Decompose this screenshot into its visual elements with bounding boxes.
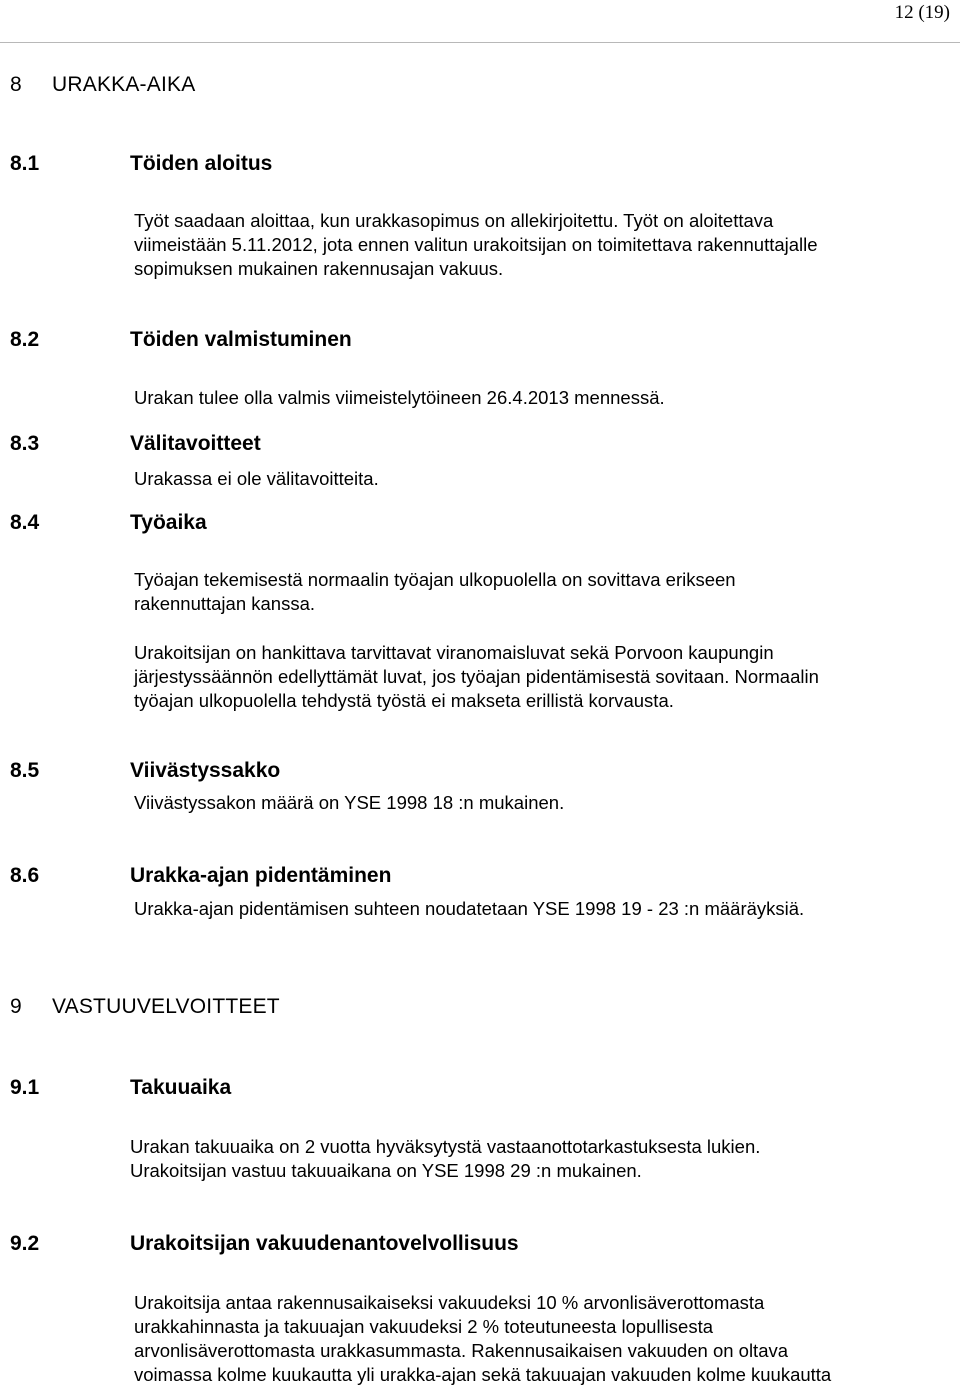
section-number: 8.1: [10, 152, 40, 175]
body-line: viimeistään 5.11.2012, jota ennen valitun urakoitsijan on toimitettava rakennuttajalle: [134, 234, 818, 255]
section-8-4-paragraph-2: [134, 641, 819, 713]
body-line: urakkahinnasta ja takuuajan vakuudeksi 2 % toteutuneesta lopullisesta: [134, 1316, 714, 1337]
section-title: VASTUUVELVOITTEET: [52, 995, 280, 1018]
body-line: voimassa kolme kuukautta yli urakka-ajan sekä takuuajan vakuuden kolme kuukautta: [134, 1364, 832, 1385]
body-line: Työt saadaan aloittaa, kun urakkasopimus on allekirjoitettu. Työt on aloitettava: [134, 210, 774, 231]
section-number: 8.4: [10, 511, 40, 534]
body-line: rakennuttajan kanssa.: [134, 593, 316, 614]
section-number: 8: [10, 73, 22, 96]
section-number: 9.1: [10, 1076, 40, 1099]
body-line: Urakoitsija antaa rakennusaikaiseksi vakuudeksi 10 % arvonlisäverottomasta: [134, 1292, 765, 1313]
section-9-2-heading: [10, 1232, 519, 1256]
section-title: Välitavoitteet: [130, 432, 261, 455]
section-title: Viivästyssakko: [130, 759, 281, 782]
section-9-heading: [10, 995, 280, 1019]
section-8-5-heading: [10, 759, 280, 783]
section-number: 9.2: [10, 1232, 40, 1255]
body-line: Urakoitsijan vastuu takuuaikana on YSE 1998 29 :n mukainen.: [130, 1160, 642, 1181]
body-line: työajan ulkopuolella tehdystä työstä ei makseta erillistä korvausta.: [134, 690, 674, 711]
section-number: 8.6: [10, 864, 40, 887]
section-8-heading: [10, 73, 195, 97]
section-8-2-body: [134, 386, 665, 410]
section-title: Urakka-ajan pidentäminen: [130, 864, 392, 887]
body-line: arvonlisäverottomasta urakkasummasta. Rakennusaikaisen vakuuden on oltava: [134, 1340, 789, 1361]
body-line: Urakoitsijan on hankittava tarvittavat viranomaisluvat sekä Porvoon kaupungin: [134, 642, 774, 663]
section-8-4-paragraph-1: [134, 568, 736, 616]
section-title: Työaika: [130, 511, 207, 534]
section-8-3-body: [134, 467, 379, 491]
header-divider: [0, 42, 960, 43]
section-title: Töiden valmistuminen: [130, 328, 352, 351]
section-title: Takuuaika: [130, 1076, 232, 1099]
section-number: 9: [10, 995, 22, 1018]
section-title: Töiden aloitus: [130, 152, 273, 175]
body-line: järjestyssäännön edellyttämät luvat, jos työajan pidentämisestä sovitaan. Normaalin: [134, 666, 819, 687]
section-title: Urakoitsijan vakuudenantovelvollisuus: [130, 1232, 519, 1255]
section-number: 8.3: [10, 432, 40, 455]
body-line: Urakan takuuaika on 2 vuotta hyväksytystä vastaanottotarkastuksesta lukien.: [130, 1136, 761, 1157]
section-number: 8.5: [10, 759, 40, 782]
section-8-3-heading: [10, 432, 261, 456]
body-line: Urakassa ei ole välitavoitteita.: [134, 468, 379, 489]
section-title: URAKKA-AIKA: [52, 73, 196, 96]
section-9-1-body: [130, 1135, 760, 1183]
section-9-2-body: [134, 1291, 831, 1387]
body-line: Urakka-ajan pidentämisen suhteen noudatetaan YSE 1998 19 - 23 :n määräyksiä.: [134, 898, 805, 919]
section-number: 8.2: [10, 328, 40, 351]
section-9-1-heading: [10, 1076, 231, 1100]
section-8-4-heading: [10, 511, 207, 535]
section-8-6-body: [134, 897, 804, 921]
section-8-1-heading: [10, 152, 272, 176]
section-8-2-heading: [10, 328, 352, 352]
section-8-5-body: [134, 791, 564, 815]
section-8-6-heading: [10, 864, 391, 888]
body-line: Viivästyssakon määrä on YSE 1998 18 :n mukainen.: [134, 792, 565, 813]
body-line: sopimuksen mukainen rakennusajan vakuus.: [134, 258, 504, 279]
page-number: 12 (19): [894, 2, 950, 23]
body-line: Työajan tekemisestä normaalin työajan ulkopuolella on sovittava erikseen: [134, 569, 736, 590]
body-line: Urakan tulee olla valmis viimeistelytöineen 26.4.2013 mennessä.: [134, 387, 665, 408]
section-8-1-body: [134, 209, 818, 281]
